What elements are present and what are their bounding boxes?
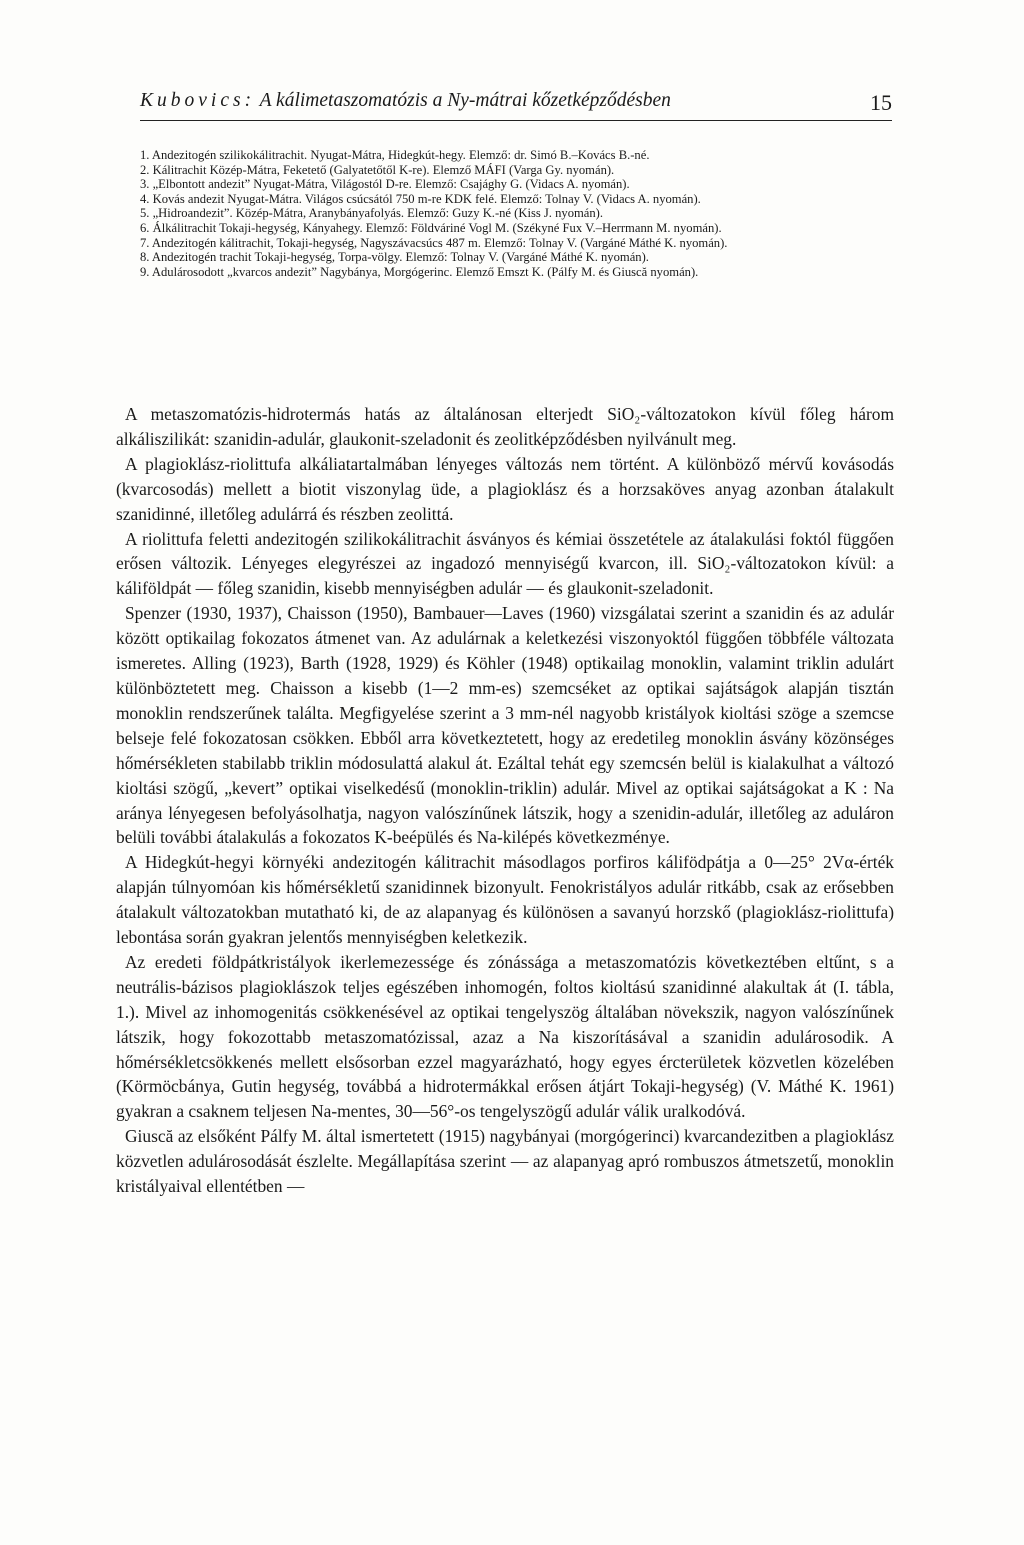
- footnote-2: 2. Kálitrachit Közép-Mátra, Feketető (Galyatetőtől K-re). Elemző MÁFI (Varga Gy. nyomán).: [140, 162, 615, 177]
- footnote-3: 3. „Elbontott andezit” Nyugat-Mátra, Világostól D-re. Elemző: Csajághy G. (Vidacs A. nyomán).: [140, 177, 630, 192]
- paragraph-3: A riolittufa feletti andezitogén szilikokálitrachit ásványos és kémiai összetétele az átalakulási foktól függően erősen változik. Lényeges elegyrészei az ingadozó mennyiségű kvarcon, ill. SiO₂-változatokon kívül: a káliföldpát — főleg szanidin, kisebb mennyiségben adulár — és glaukonit-szeladonit.: [116, 528, 894, 599]
- footnote-9: 9. Adulárosodott „kvarcos andezit” Nagybánya, Morgógerinc. Elemző Emszt K. (Pálfy M. és Giuscă nyomán).: [140, 264, 699, 279]
- body-text: [116, 402, 894, 1199]
- running-title: [140, 90, 671, 112]
- footnote-6: 6. Álkálitrachit Tokaji-hegység, Kányahegy. Elemző: Földváriné Vogl M. (Székyné Fux V.–Herrmann M. nyomán).: [140, 220, 722, 235]
- header-title: A kálimetaszomatózis a Ny-mátrai kőzetképződésben: [259, 90, 671, 111]
- footnote-7: 7. Andezitogén kálitrachit, Tokaji-hegység, Nagyszávacsúcs 487 m. Elemző: Tolnay V. (Vargáné Máthé K. nyomán).: [140, 235, 728, 250]
- paragraph-4: Spenzer (1930, 1937), Chaisson (1950), Bambauer—Laves (1960) vizsgálatai szerint a szanidin és az adulár között optikailag fokozatos átmenet van. Az adulárnak a keletkezési viszonyoktól függően többféle változata ismeretes. Alling (1923), Barth (1928, 1929) és Köhler (1948) optikailag monoklin, valamint triklin adulárt különböztetett meg. Chaisson a kisebb (1—2 mm-es) szemcséket az optikai sajátságok alapján tisztán monoklin rendszerűnek találta. Megfigyelése szerint a 3 mm-nél nagyobb kristályok kioltási szöge a szemcse belseje felé fokozatosan csökken. Ebből arra következtetett, hogy az eredetileg monoklin ásvány közönséges hőmérsékleten stabilabb triklin módosulattá alakul át. Ezáltal tehát egy szemcsén belül is kialakulhat a változó kioltási szögű, „kevert” optikai viselkedésű (monoklin-triklin) adulár. Mivel az optikai sajátságokat a K : Na aránya lényegesen befolyásolhatja, nagyon valószínűnek látszik, hogy a szenidin-adulár, illetőleg az aduláron belüli további átalakulás a fokozatos K-beépülés és Na-kilépés következménye.: [116, 603, 894, 848]
- running-header: [140, 88, 892, 121]
- paragraph-2: A plagioklász-riolittufa alkáliatartalmában lényeges változás nem történt. A különböző mérvű kovásodás (kvarcosodás) mellett a biotit viszonylag üde, a plagioklász és a horzsaköves anyag azonban átalakult szanidinné, illetőleg adulárrá és részben zeolittá.: [116, 453, 894, 524]
- header-author: Kubovics:: [140, 90, 256, 111]
- footnote-5: 5. „Hidroandezit”. Közép-Mátra, Aranybányafolyás. Elemző: Guzy K.-né (Kiss J. nyomán).: [140, 206, 604, 221]
- footnote-4: 4. Kovás andezit Nyugat-Mátra. Világos csúcsától 750 m-re KDK felé. Elemző: Tolnay V. (Vidacs A. nyomán).: [140, 191, 701, 206]
- page-number: 15: [870, 90, 892, 115]
- paragraph-5: A Hidegkút-hegyi környéki andezitogén kálitrachit másodlagos porfiros kálifödpátja a 0—25° 2Vα-érték alapján túlnyomóan kis hőmérsékletű szanidinnek bizonyult. Fenokristályos adulár ritkább, csak az erősebben átalakult változatokban mutatható ki, de az alapanyag és különösen a savanyú horzskő (plagioklász-riolittufa) lebontása során gyakran jelentős mennyiségben keletkezik.: [116, 852, 894, 948]
- paragraph-1: A metaszomatózis-hidrotermás hatás az általánosan elterjedt SiO₂-változatokon kívül főleg három alkáliszilikát: szanidin-adulár, glaukonit-szeladonit és zeolitképződésben nyilvánult meg.: [116, 404, 894, 449]
- paragraph-7: Giuscă az elsőként Pálfy M. által ismertetett (1915) nagybányai (morgógerinci) kvarcandezitben a plagioklász közvetlen adulárosodását észlelte. Megállapítása szerint — az alapanyag apró rombuszos átmetszetű, monoklin kristályaival ellentétben —: [116, 1126, 894, 1197]
- paragraph-6: Az eredeti földpátkristályok ikerlemezessége és zónássága a metaszomatózis következtében eltűnt, s a neutrális-bázisos plagioklászok teljes egészében inhomogén, foltos kioltású szanidinné alakultak át (I. tábla, 1.). Mivel az inhomogenitás csökkenésével az optikai tengelyszög általában növekszik, nagyon valószínűnek látszik, hogy fokozottabb metaszomatózissal, azaz a Na kiszorításával a szanidin adulárosodik. A hőmérsékletcsökkenés mellett elsősorban ezzel magyarázható, hogy egyes ércterületek közvetlen közelében (Körmöcbánya, Gutin hegység, továbbá a hidrotermákkal erősen átjárt Tokaji-hegység) (V. Máthé K. 1961) gyakran a csaknem teljesen Na-mentes, 30—56°-os tengelyszögű adulár válik uralkodóvá.: [116, 951, 894, 1122]
- footnote-1: 1. Andezitogén szilikokálitrachit. Nyugat-Mátra, Hidegkút-hegy. Elemző: dr. Simó B.–Kovács B.-né.: [140, 148, 650, 162]
- table-footnotes: [140, 148, 894, 279]
- footnote-8: 8. Andezitogén trachit Tokaji-hegység, Torpa-völgy. Elemző: Tolnay V. (Vargáné Máthé K. nyomán).: [140, 250, 649, 265]
